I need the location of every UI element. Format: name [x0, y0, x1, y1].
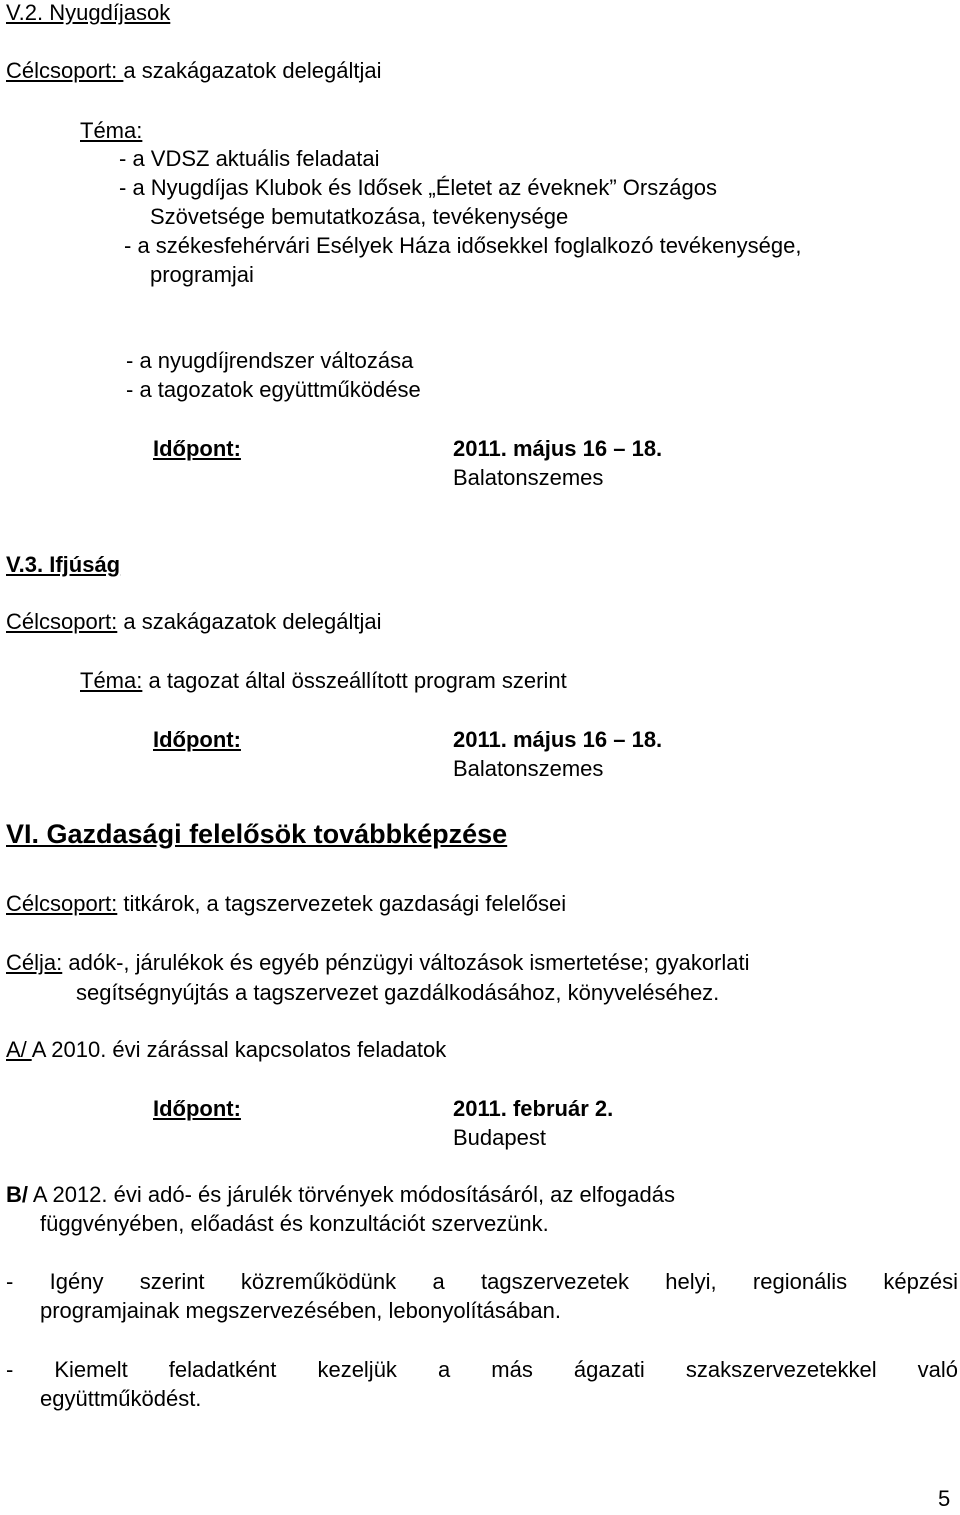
v2-topic-item: - a tagozatok együttműködése	[126, 377, 421, 402]
section-v2-title: V.2. Nyugdíjasok	[6, 0, 171, 25]
vi-goal-line1: adók-, járulékok és egyéb pénzügyi változások ismertetése; gyakorlati	[68, 950, 750, 975]
v3-target-label: Célcsoport:	[6, 609, 118, 634]
vi-a-value: A 2010. évi zárással kapcsolatos feladatok	[31, 1037, 447, 1062]
vi-target-value: titkárok, a tagszervezetek gazdasági felelősei	[123, 891, 567, 916]
v2-topic-item: - a VDSZ aktuális feladatai	[119, 146, 380, 171]
v2-topic-item: - a Nyugdíjas Klubok és Idősek „Életet az éveknek” Országos	[119, 175, 717, 200]
vi-b-line2: függvényében, előadást és konzultációt szervezünk.	[40, 1211, 549, 1236]
vi-goal-line2: segítségnyújtás a tagszervezet gazdálkodásához, könyveléséhez.	[76, 980, 720, 1005]
vi-goal-label: Célja:	[6, 950, 63, 975]
vi-b-line1: A 2012. évi adó- és járulék törvények módosításáról, az elfogadás	[32, 1182, 675, 1207]
vi-paragraph-2-line1: - Kiemelt feladatként kezeljük a más ágazati szakszervezetekkel való	[6, 1357, 958, 1382]
v2-topic-item: programjai	[150, 262, 254, 287]
page-number: 5	[938, 1486, 951, 1511]
section-vi-title: VI. Gazdasági felelősök továbbképzése	[6, 819, 508, 849]
vi-a-label: A/	[6, 1037, 32, 1062]
vi-paragraph-1-line1: - Igény szerint közreműködünk a tagszervezetek helyi, regionális képzési	[6, 1269, 958, 1294]
v3-topic-label: Téma:	[80, 668, 143, 693]
v2-topic-label: Téma:	[80, 118, 143, 143]
v2-topic-item: Szövetsége bemutatkozása, tevékenysége	[150, 204, 569, 229]
vi-a-date: 2011. február 2.	[453, 1096, 614, 1121]
v2-topic-item: - a nyugdíjrendszer változása	[126, 348, 414, 373]
v2-date: 2011. május 16 – 18.	[453, 436, 663, 461]
v3-topic	[80, 668, 567, 694]
v2-target-group	[6, 58, 381, 84]
vi-b-label: B/	[6, 1182, 28, 1207]
v2-time-label: Időpont:	[153, 436, 241, 461]
v3-date: 2011. május 16 – 18.	[453, 727, 663, 752]
vi-target-label: Célcsoport:	[6, 891, 118, 916]
v3-topic-value: a tagozat által összeállított program szerint	[148, 668, 567, 693]
vi-item-b	[6, 1182, 675, 1208]
vi-goal	[6, 950, 750, 976]
vi-a-place: Budapest	[453, 1125, 546, 1150]
v3-target-group	[6, 609, 381, 635]
vi-paragraph-2-line2: együttműködést.	[40, 1386, 202, 1411]
vi-target-group	[6, 891, 566, 917]
v3-target-value: a szakágazatok delegáltjai	[123, 609, 382, 634]
v2-target-label: Célcsoport:	[6, 58, 124, 83]
vi-a-time-label: Időpont:	[153, 1096, 241, 1121]
v2-place: Balatonszemes	[453, 465, 604, 490]
v2-topic-item: - a székesfehérvári Esélyek Háza idősekkel foglalkozó tevékenysége,	[124, 233, 802, 258]
section-v3-title: V.3. Ifjúság	[6, 552, 121, 577]
v2-target-value: a szakágazatok delegáltjai	[123, 58, 382, 83]
vi-paragraph-1-line2: programjainak megszervezésében, lebonyolításában.	[40, 1298, 561, 1323]
v3-time-label: Időpont:	[153, 727, 241, 752]
v3-place: Balatonszemes	[453, 756, 604, 781]
vi-item-a	[6, 1037, 446, 1063]
